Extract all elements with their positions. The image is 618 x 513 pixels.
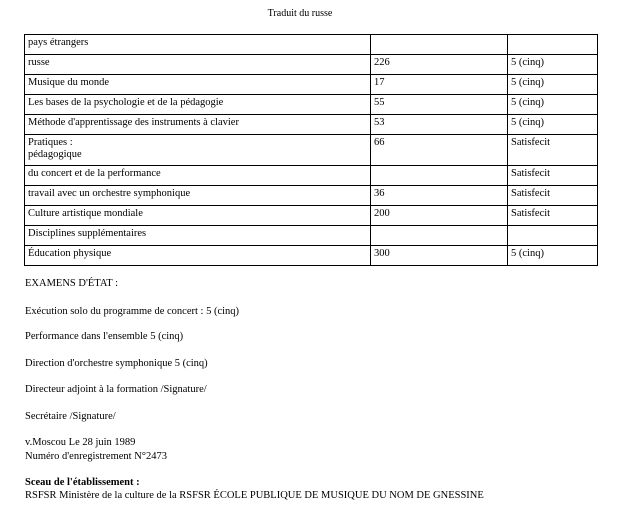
grade-cell: Satisfecit <box>508 166 598 186</box>
hours-cell: 53 <box>371 115 508 135</box>
subject-cell: travail avec un orchestre symphonique <box>25 186 371 206</box>
table-row <box>25 55 598 75</box>
subject-cell: russe <box>25 55 371 75</box>
hours-cell: 55 <box>371 95 508 115</box>
grade-cell: 5 (cinq) <box>508 246 598 266</box>
translation-note: Traduit du russe <box>267 8 333 19</box>
subject-cell: Disciplines supplémentaires <box>25 226 371 246</box>
exam-orchestra: Direction d'orchestre symphonique 5 (cinq) <box>25 358 208 369</box>
grade-cell: 5 (cinq) <box>508 55 598 75</box>
registration-number: Numéro d'enregistrement N°2473 <box>25 451 167 462</box>
grade-cell: Satisfecit <box>508 186 598 206</box>
subject-cell: Les bases de la psychologie et de la pédagogie <box>25 95 371 115</box>
grades-table <box>24 34 598 266</box>
subject-cell: Musique du monde <box>25 75 371 95</box>
table-row <box>25 166 598 186</box>
subject-cell: Méthode d'apprentissage des instruments à clavier <box>25 115 371 135</box>
grade-cell: Satisfecit <box>508 206 598 226</box>
hours-cell <box>371 166 508 186</box>
table-row <box>25 246 598 266</box>
exams-heading: EXAMENS D'ÉTAT : <box>25 278 119 289</box>
seal-label: Sceau de l'établissement : <box>25 477 140 488</box>
table-row <box>25 186 598 206</box>
secretary-signature: Secrétaire /Signature/ <box>25 411 116 422</box>
grade-cell: Satisfecit <box>508 135 598 166</box>
subject-cell: du concert et de la performance <box>25 166 371 186</box>
grade-cell: 5 (cinq) <box>508 95 598 115</box>
grade-cell <box>508 226 598 246</box>
subject-cell: Éducation physique <box>25 246 371 266</box>
grade-cell: 5 (cinq) <box>508 75 598 95</box>
deputy-signature: Directeur adjoint à la formation /Signature/ <box>25 384 207 395</box>
grade-cell: 5 (cinq) <box>508 115 598 135</box>
hours-cell: 300 <box>371 246 508 266</box>
subject-cell: Culture artistique mondiale <box>25 206 371 226</box>
exam-ensemble: Performance dans l'ensemble 5 (cinq) <box>25 331 184 342</box>
hours-cell: 17 <box>371 75 508 95</box>
grade-cell <box>508 35 598 55</box>
hours-cell: 200 <box>371 206 508 226</box>
exam-solo: Exécution solo du programme de concert : 5 (cinq) <box>25 306 240 317</box>
table-row <box>25 75 598 95</box>
hours-cell: 66 <box>371 135 508 166</box>
table-row <box>25 115 598 135</box>
hours-cell: 36 <box>371 186 508 206</box>
seal-text: RSFSR Ministère de la culture de la RSFSR ÉCOLE PUBLIQUE DE MUSIQUE DU NOM DE GNESSINE <box>25 490 484 501</box>
place-date: v.Moscou Le 28 juin 1989 <box>25 437 136 448</box>
hours-cell <box>371 35 508 55</box>
table-row <box>25 206 598 226</box>
table-row <box>25 135 598 166</box>
hours-cell <box>371 226 508 246</box>
table-row <box>25 35 598 55</box>
hours-cell: 226 <box>371 55 508 75</box>
subject-cell: Pratiques : pédagogique <box>25 135 371 166</box>
subject-cell: pays étrangers <box>25 35 371 55</box>
table-row <box>25 226 598 246</box>
table-row <box>25 95 598 115</box>
